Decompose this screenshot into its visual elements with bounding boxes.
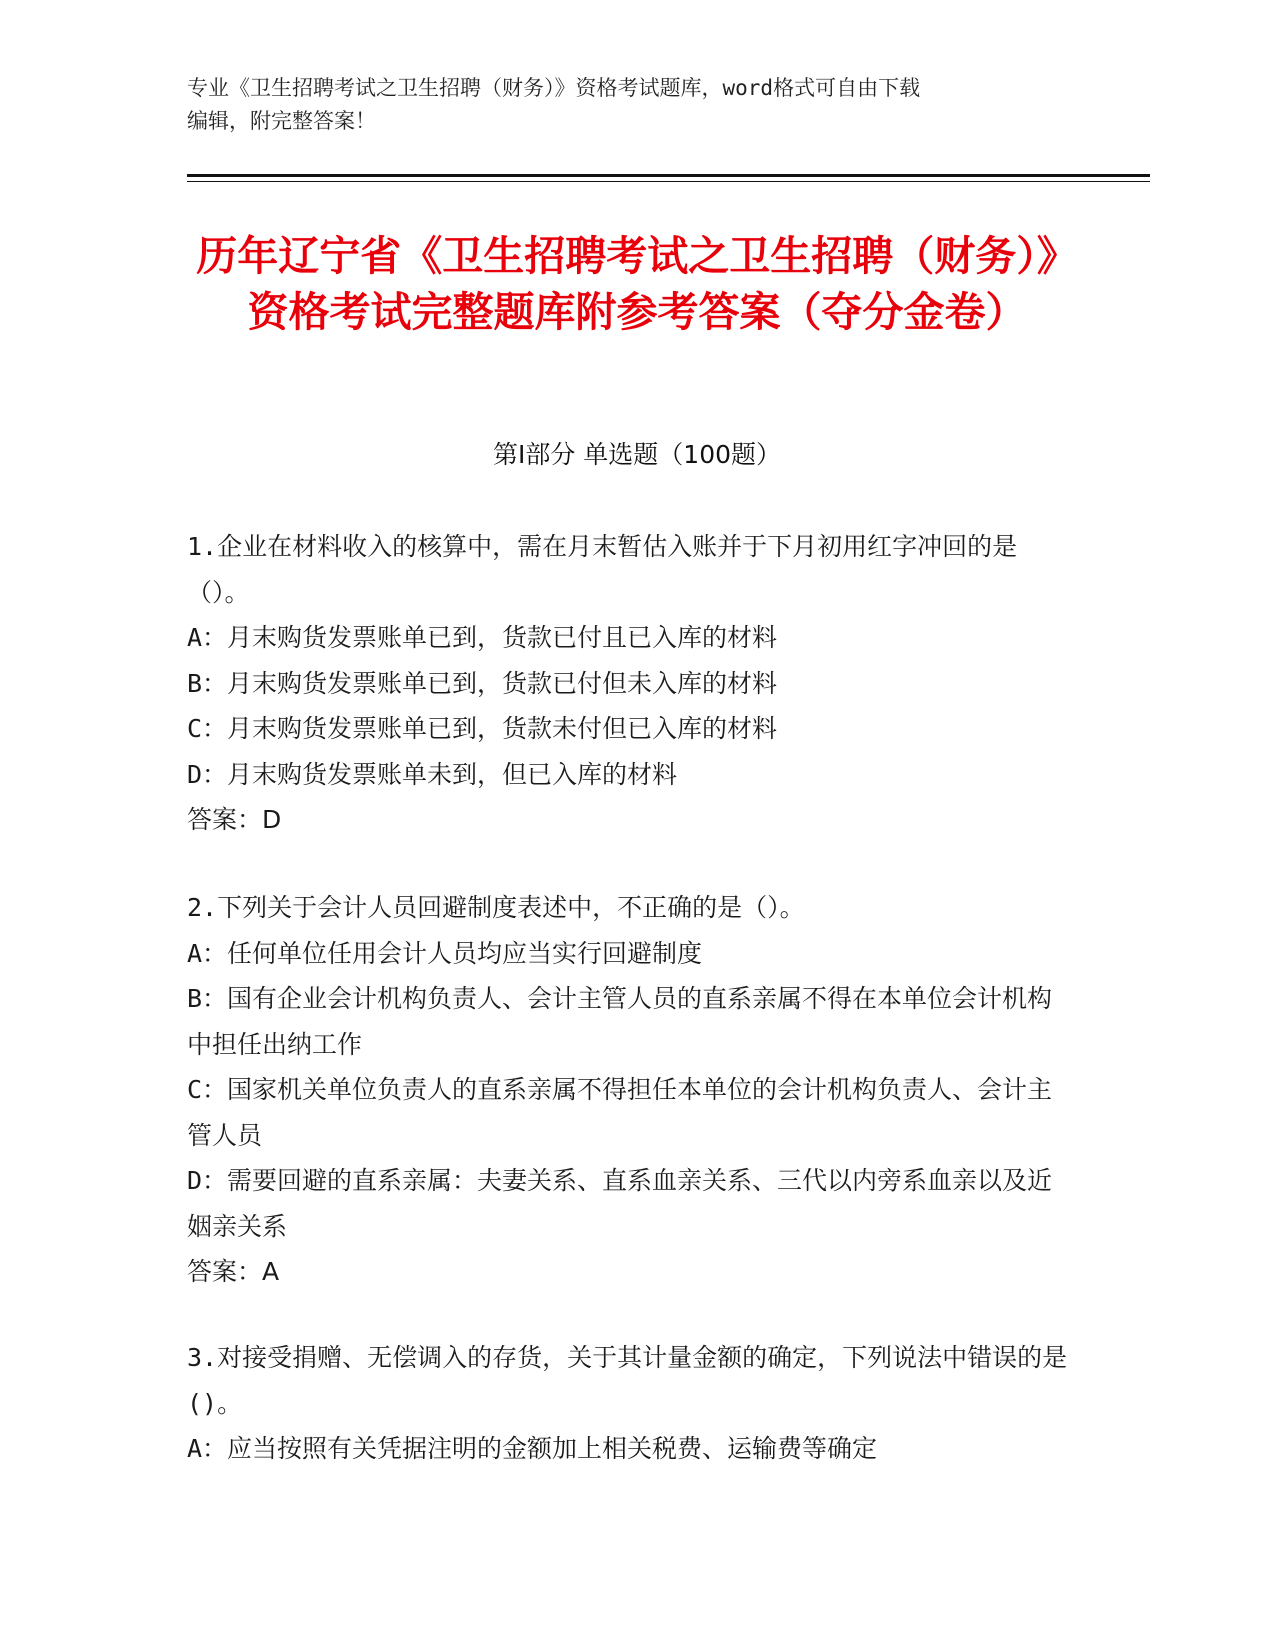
option-d: D：月末购货发票账单未到，但已入库的材料 <box>187 759 678 789</box>
option-d: D：需要回避的直系亲属：夫妻关系、直系血亲关系、三代以内旁系血亲以及近姻亲关系 <box>187 1166 1053 1241</box>
question-stem: 2.下列关于会计人员回避制度表述中，不正确的是（）。 <box>187 893 805 922</box>
option-a: A：任何单位任用会计人员均应当实行回避制度 <box>187 938 703 968</box>
option-a: A：月末购货发票账单已到，货款已付且已入库的材料 <box>187 623 778 652</box>
document-title: 历年辽宁省《卫生招聘考试之卫生招聘（财务）》资格考试完整题库附参考答案（夺分金卷） <box>196 232 1078 336</box>
option-c: C：国家机关单位负责人的直系亲属不得担任本单位的会计机构负责人、会计主管人员 <box>187 1075 1053 1150</box>
header-divider-thin <box>187 181 1150 182</box>
question-stem: 1.企业在材料收入的核算中，需在月末暂估入账并于下月初用红字冲回的是（）。 <box>187 532 1018 607</box>
header-divider-thick <box>187 174 1150 177</box>
question-1 <box>187 524 1077 843</box>
header-note <box>187 72 1087 138</box>
option-c: C：月末购货发票账单已到，货款未付但已入库的材料 <box>187 714 778 743</box>
header-note-line-2: 编辑，附完整答案！ <box>187 109 376 133</box>
question-3 <box>187 1335 1077 1472</box>
option-b: B：月末购货发票账单已到，货款已付但未入库的材料 <box>187 668 778 698</box>
option-a: A：应当按照有关凭据注明的金额加上相关税费、运输费等确定 <box>187 1434 878 1463</box>
question-stem: 3.对接受捐赠、无偿调入的存货，关于其计量金额的确定，下列说法中错误的是()。 <box>187 1343 1068 1418</box>
answer: 答案：D <box>187 805 282 834</box>
question-2 <box>187 885 1077 1295</box>
header-note-line-1: 专业《卫生招聘考试之卫生招聘（财务）》资格考试题库，word格式可自由下载 <box>187 76 921 100</box>
option-b: B：国有企业会计机构负责人、会计主管人员的直系亲属不得在本单位会计机构中担任出纳工作 <box>187 984 1053 1059</box>
answer: 答案：A <box>187 1257 280 1286</box>
section-heading: 第Ⅰ部分 单选题（100题） <box>492 440 782 469</box>
